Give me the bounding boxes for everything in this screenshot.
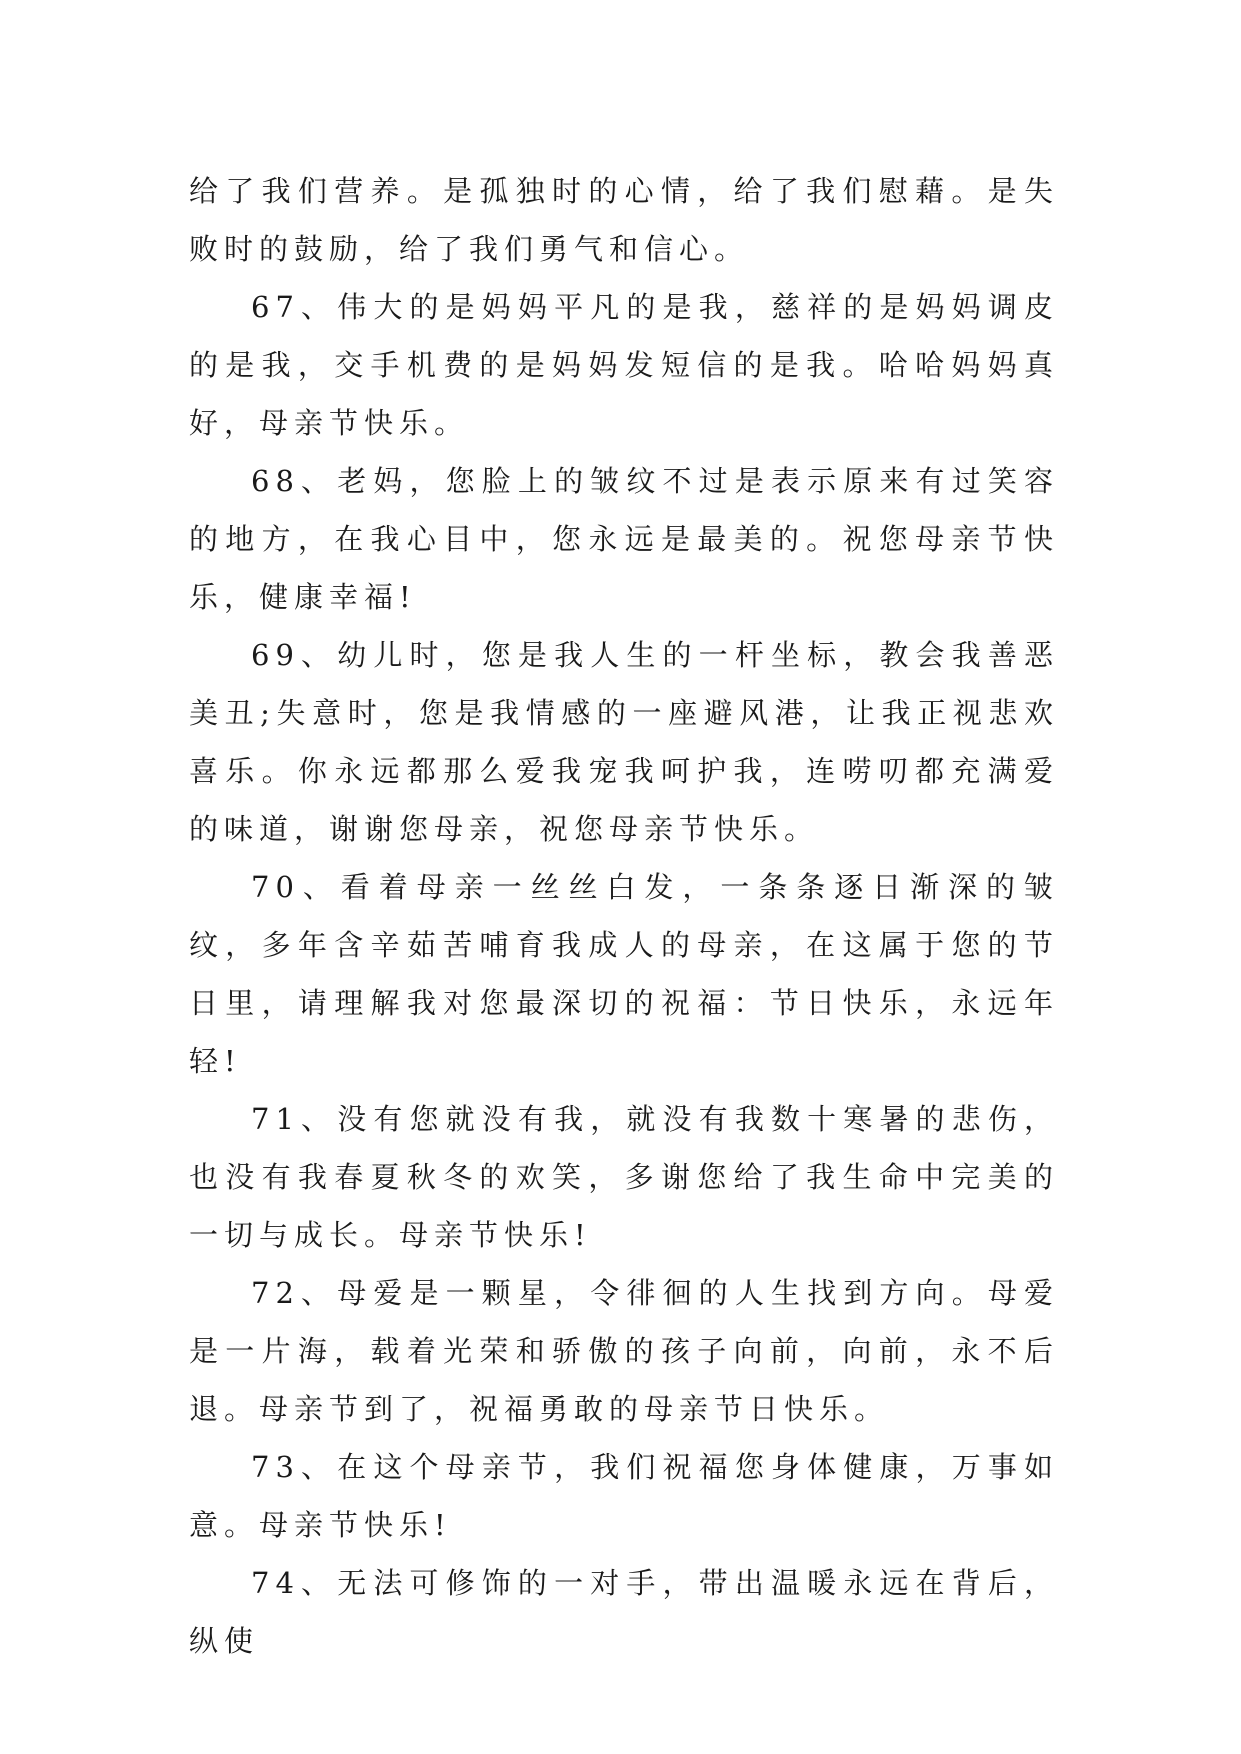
paragraph-item-69: 69、幼儿时，您是我人生的一杆坐标，教会我善恶美丑;失意时，您是我情感的一座避风港，让我正视悲欢喜乐。你永远都那么爱我宠我呵护我，连唠叨都充满爱的味道，谢谢您母亲，祝您母亲节快乐。 — [189, 638, 1059, 846]
paragraph-item-74: 74、无法可修饰的一对手，带出温暖永远在背后，纵使 — [189, 1566, 1059, 1658]
paragraph-item-71: 71、没有您就没有我，就没有我数十寒暑的悲伤，也没有我春夏秋冬的欢笑，多谢您给了我生命中完美的一切与成长。母亲节快乐! — [189, 1102, 1059, 1252]
paragraph-item-70: 70、看着母亲一丝丝白发，一条条逐日渐深的皱纹，多年含辛茹苦哺育我成人的母亲，在这属于您的节日里，请理解我对您最深切的祝福：节日快乐，永远年轻! — [189, 870, 1059, 1078]
document-body — [189, 162, 1059, 1670]
paragraph-item-72: 72、母爱是一颗星，令徘徊的人生找到方向。母爱是一片海，载着光荣和骄傲的孩子向前，向前，永不后退。母亲节到了，祝福勇敢的母亲节日快乐。 — [189, 1276, 1059, 1426]
paragraph-item-73: 73、在这个母亲节，我们祝福您身体健康，万事如意。母亲节快乐! — [189, 1450, 1059, 1542]
paragraph-item-68: 68、老妈，您脸上的皱纹不过是表示原来有过笑容的地方，在我心目中，您永远是最美的。祝您母亲节快乐，健康幸福! — [189, 464, 1059, 614]
paragraph-continuation: 给了我们营养。是孤独时的心情，给了我们慰藉。是失败时的鼓励，给了我们勇气和信心。 — [189, 174, 1059, 266]
paragraph-item-67: 67、伟大的是妈妈平凡的是我，慈祥的是妈妈调皮的是我，交手机费的是妈妈发短信的是我。哈哈妈妈真好，母亲节快乐。 — [189, 290, 1059, 440]
